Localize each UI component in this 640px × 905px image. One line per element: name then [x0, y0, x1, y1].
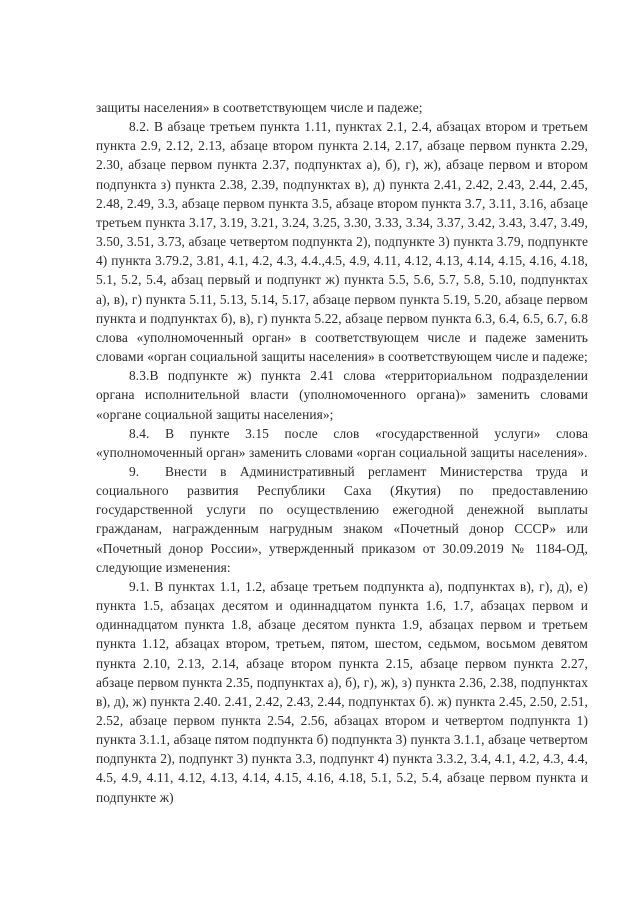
paragraph-continuation: защиты населения» в соответствующем числе и падеже; [96, 100, 423, 115]
paragraph-8-4: 8.4. В пункте 3.15 после слов «государственной услуги» слова «уполномоченный орган» заменить словами «орган социальной защиты населения». [96, 425, 588, 460]
document-body [96, 98, 588, 807]
paragraph-9 [96, 462, 588, 577]
paragraph-9-text: Внести в Административный регламент Министерства труда и социального развития Республики Саха (Якутия) по предоставлению государственной услуги по осуществлению ежегодной денежной выплаты гражданам, награжденным нагрудным знаком «Почетный донор СССР» или «Почетный донор России», утвержденный приказом от 30.09.2019 № 1184-ОД, следующие изменения: [96, 463, 588, 575]
paragraph-8-3: 8.3.В подпункте ж) пункта 2.41 слова «территориальном подразделении органа исполнительной власти (уполномоченного органа)» заменить словами «органе социальной защиты населения»; [96, 368, 588, 422]
paragraph-9-number: 9. [129, 463, 140, 479]
paragraph-8-2: 8.2. В абзаце третьем пункта 1.11, пунктах 2.1, 2.4, абзацах втором и третьем пункта 2.9, 2.12, 2.13, абзаце втором пункта 2.14, 2.17, абзаце первом пункта 2.29, 2.30, абзаце первом пункта 2.37, подпунктах а), б), г), ж), абзаце первом и втором подпункта з) пункта 2.38, 2.39, подпунктах в), д) пункта 2.41, 2.42, 2.43, 2.44, 2.45, 2.48, 2.49, 3.3, абзаце первом пункта 3.5, абзаце втором пункта 3.7, 3.11, 3.16, абзаце третьем пункта 3.17, 3.19, 3.21, 3.24, 3.25, 3.30, 3.33, 3.34, 3.37, 3.42, 3.43, 3.47, 3.49, 3.50, 3.51, 3.73, абзаце четвертом подпункта 2), подпункте 3) пункта 3.79, подпункте 4) пункта 3.79.2, 3.81, 4.1, 4.2, 4.3, 4.4.,4.5, 4.9, 4.11, 4.12, 4.13, 4.14, 4.15, 4.16, 4.18, 5.1, 5.2, 5.4, абзац первый и подпункт ж) пункта 5.5, 5.6, 5.7, 5.8, 5.10, подпунктах а), в), г) пункта 5.11, 5.13, 5.14, 5.17, абзаце первом пункта 5.19, 5.20, абзаце первом пункта и подпунктах б), в), г) пункта 5.22, абзаце первом пункта 6.3, 6.4, 6.5, 6.7, 6.8 слова «уполномоченный орган» в соответствующем числе и падеже заменить словами «орган социальной защиты населения» в соответствующем числе и падеже; [96, 119, 588, 365]
paragraph-9-1: 9.1. В пунктах 1.1, 1.2, абзаце третьем подпункта а), подпунктах в), г), д), е) пункта 1.5, абзацах десятом и одиннадцатом пункта 1.6, 1.7, абзацах первом и одиннадцатом пункта 1.8, абзаце десятом пункта 1.9, абзацах первом и третьем пункта 1.12, абзацах втором, третьем, пятом, шестом, седьмом, восьмом девятом пункта 2.10, 2.13, 2.14, абзаце втором пункта 2.15, абзаце первом пункта 2.27, абзаце первом пункта 2.35, подпунктах а), б), г), ж), з) пункта 2.36, 2.38, подпунктах в), д), ж) пункта 2.40. 2.41, 2.42, 2.43, 2.44, подпунктах б). ж) пункта 2.45, 2.50, 2.51, 2.52, абзаце первом пункта 2.54, 2.56, абзацах втором и четвертом подпункта 1) пункта 3.1.1, абзаце пятом подпункта б) подпункта 3) пункта 3.1.1, абзаце четвертом подпункта 2), подпункт 3) пункта 3.3, подпункт 4) пункта 3.3.2, 3.4, 4.1, 4.2, 4.3, 4.4, 4.5, 4.9, 4.11, 4.12, 4.13, 4.14, 4.15, 4.16, 4.18, 5.1, 5.2, 5.4, абзаце первом пункта и подпункте ж) [96, 578, 588, 805]
